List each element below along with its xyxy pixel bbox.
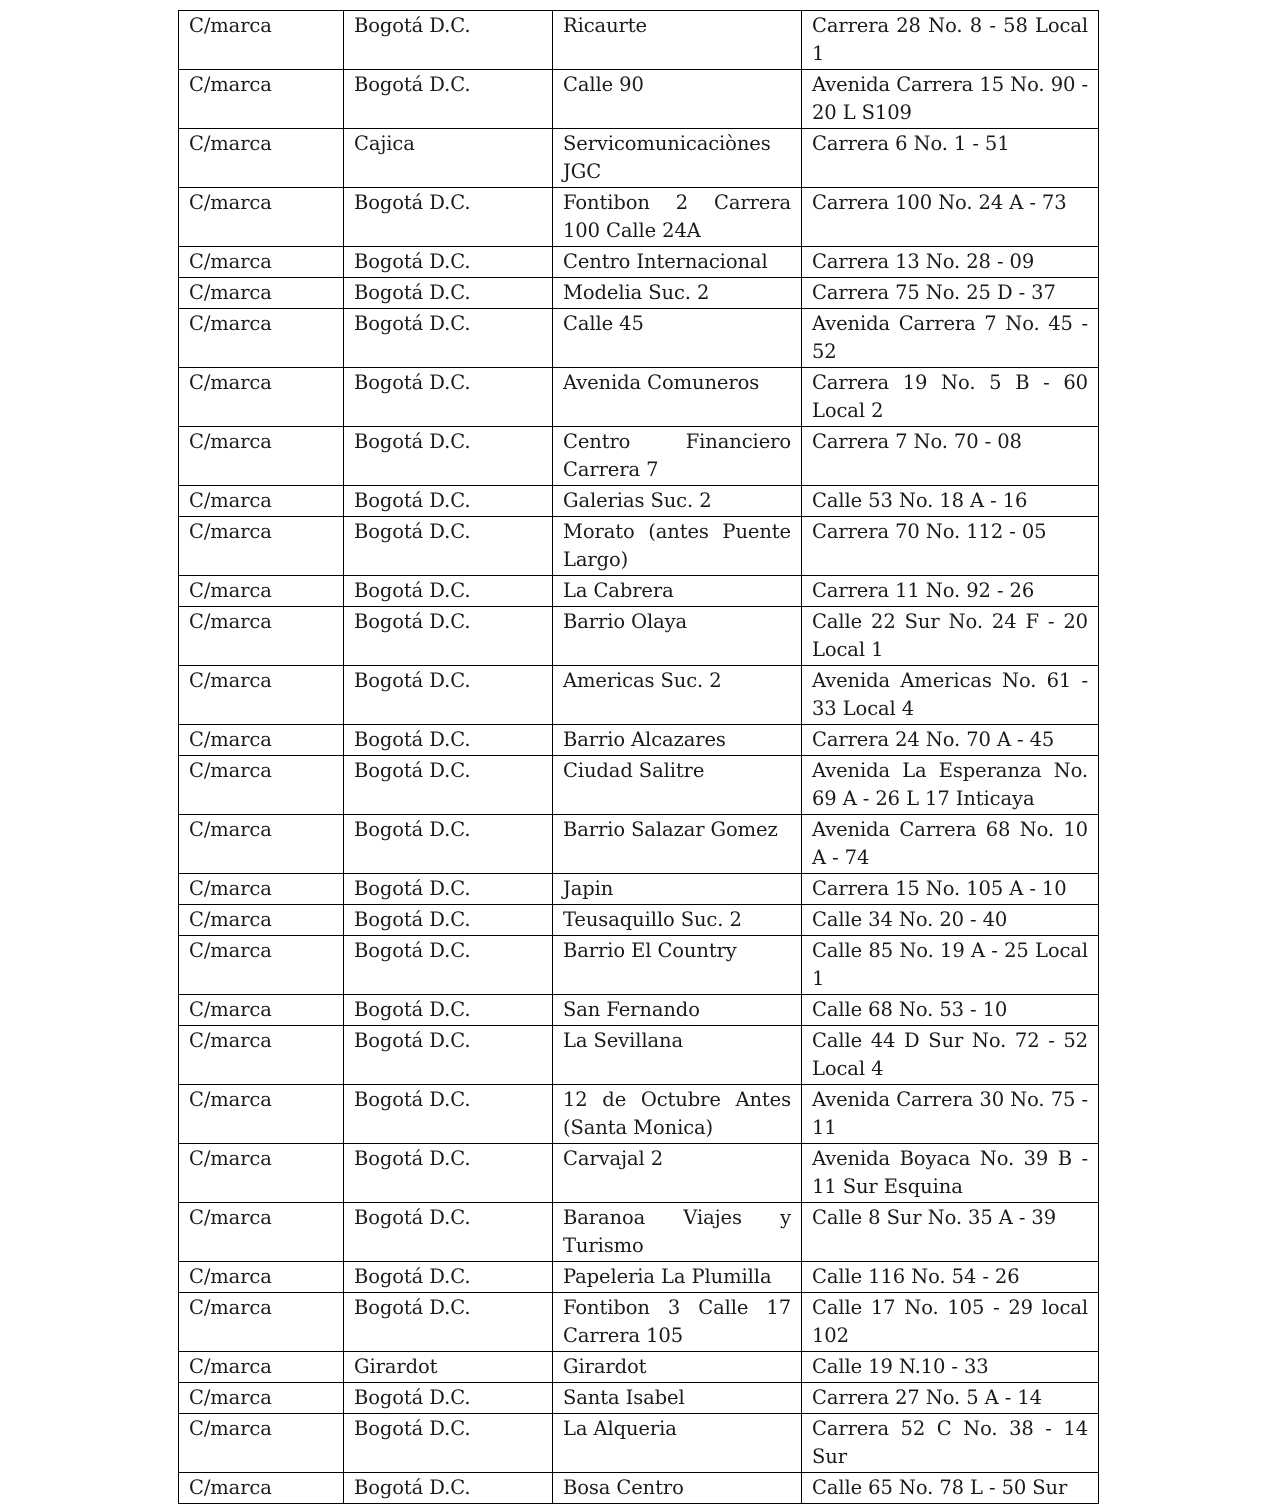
department-cell: C/marca <box>179 874 344 905</box>
department-cell: C/marca <box>179 607 344 666</box>
office-name-cell: Barrio Olaya <box>553 607 802 666</box>
city-cell: Bogotá D.C. <box>344 486 553 517</box>
office-name-cell: 12 de Octubre Antes (Santa Monica) <box>553 1085 802 1144</box>
department-cell: C/marca <box>179 486 344 517</box>
address-cell: Calle 85 No. 19 A - 25 Local 1 <box>802 936 1099 995</box>
city-cell: Bogotá D.C. <box>344 1383 553 1414</box>
city-cell: Bogotá D.C. <box>344 756 553 815</box>
office-name-cell: Girardot <box>553 1352 802 1383</box>
department-cell: C/marca <box>179 517 344 576</box>
department-cell: C/marca <box>179 725 344 756</box>
city-cell: Bogotá D.C. <box>344 666 553 725</box>
city-cell: Bogotá D.C. <box>344 1414 553 1473</box>
office-name-cell: Servicomunicaciònes JGC <box>553 129 802 188</box>
office-name-cell: Bosa Centro <box>553 1473 802 1504</box>
table-row <box>179 1473 1099 1504</box>
city-cell: Girardot <box>344 1352 553 1383</box>
city-cell: Bogotá D.C. <box>344 70 553 129</box>
office-name-cell: Morato (antes Puente Largo) <box>553 517 802 576</box>
department-cell: C/marca <box>179 905 344 936</box>
address-cell: Calle 53 No. 18 A - 16 <box>802 486 1099 517</box>
table-row <box>179 1262 1099 1293</box>
office-name-cell: Santa Isabel <box>553 1383 802 1414</box>
office-name-cell: Ricaurte <box>553 11 802 70</box>
office-name-cell: Calle 45 <box>553 309 802 368</box>
department-cell: C/marca <box>179 995 344 1026</box>
office-name-cell: Barrio Alcazares <box>553 725 802 756</box>
table-row <box>179 188 1099 247</box>
office-name-cell: San Fernando <box>553 995 802 1026</box>
address-cell: Calle 8 Sur No. 35 A - 39 <box>802 1203 1099 1262</box>
address-cell: Avenida Carrera 68 No. 10 A - 74 <box>802 815 1099 874</box>
department-cell: C/marca <box>179 936 344 995</box>
table-row <box>179 427 1099 486</box>
table-row <box>179 11 1099 70</box>
city-cell: Bogotá D.C. <box>344 427 553 486</box>
address-cell: Calle 17 No. 105 - 29 local 102 <box>802 1293 1099 1352</box>
office-name-cell: Galerias Suc. 2 <box>553 486 802 517</box>
table-row <box>179 129 1099 188</box>
office-name-cell: La Alqueria <box>553 1414 802 1473</box>
city-cell: Bogotá D.C. <box>344 936 553 995</box>
department-cell: C/marca <box>179 278 344 309</box>
department-cell: C/marca <box>179 1293 344 1352</box>
table-row <box>179 247 1099 278</box>
city-cell: Bogotá D.C. <box>344 1144 553 1203</box>
address-cell: Carrera 24 No. 70 A - 45 <box>802 725 1099 756</box>
office-name-cell: Centro Financiero Carrera 7 <box>553 427 802 486</box>
department-cell: C/marca <box>179 70 344 129</box>
city-cell: Cajica <box>344 129 553 188</box>
address-cell: Calle 34 No. 20 - 40 <box>802 905 1099 936</box>
address-cell: Carrera 6 No. 1 - 51 <box>802 129 1099 188</box>
table-row <box>179 1414 1099 1473</box>
address-cell: Avenida Carrera 15 No. 90 - 20 L S109 <box>802 70 1099 129</box>
city-cell: Bogotá D.C. <box>344 1085 553 1144</box>
city-cell: Bogotá D.C. <box>344 576 553 607</box>
address-cell: Carrera 7 No. 70 - 08 <box>802 427 1099 486</box>
table-row <box>179 995 1099 1026</box>
office-name-cell: Barrio Salazar Gomez <box>553 815 802 874</box>
table-row <box>179 756 1099 815</box>
city-cell: Bogotá D.C. <box>344 1262 553 1293</box>
department-cell: C/marca <box>179 1414 344 1473</box>
office-name-cell: Japin <box>553 874 802 905</box>
table-row <box>179 1203 1099 1262</box>
address-cell: Carrera 28 No. 8 - 58 Local 1 <box>802 11 1099 70</box>
address-cell: Calle 22 Sur No. 24 F - 20 Local 1 <box>802 607 1099 666</box>
address-cell: Calle 68 No. 53 - 10 <box>802 995 1099 1026</box>
address-cell: Carrera 13 No. 28 - 09 <box>802 247 1099 278</box>
office-name-cell: Calle 90 <box>553 70 802 129</box>
table-row <box>179 309 1099 368</box>
locations-table <box>178 10 1099 1504</box>
address-cell: Calle 116 No. 54 - 26 <box>802 1262 1099 1293</box>
address-cell: Carrera 70 No. 112 - 05 <box>802 517 1099 576</box>
table-row <box>179 905 1099 936</box>
office-name-cell: Teusaquillo Suc. 2 <box>553 905 802 936</box>
table-row <box>179 278 1099 309</box>
office-name-cell: Fontibon 2 Carrera 100 Calle 24A <box>553 188 802 247</box>
table-row <box>179 1352 1099 1383</box>
city-cell: Bogotá D.C. <box>344 1203 553 1262</box>
table-row <box>179 666 1099 725</box>
locations-table-body <box>179 11 1099 1504</box>
department-cell: C/marca <box>179 188 344 247</box>
city-cell: Bogotá D.C. <box>344 905 553 936</box>
address-cell: Carrera 19 No. 5 B - 60 Local 2 <box>802 368 1099 427</box>
address-cell: Calle 19 N.10 - 33 <box>802 1352 1099 1383</box>
table-row <box>179 576 1099 607</box>
table-row <box>179 815 1099 874</box>
city-cell: Bogotá D.C. <box>344 995 553 1026</box>
table-row <box>179 936 1099 995</box>
table-row <box>179 607 1099 666</box>
address-cell: Calle 44 D Sur No. 72 - 52 Local 4 <box>802 1026 1099 1085</box>
department-cell: C/marca <box>179 427 344 486</box>
table-row <box>179 874 1099 905</box>
city-cell: Bogotá D.C. <box>344 725 553 756</box>
table-row <box>179 1144 1099 1203</box>
office-name-cell: Baranoa Viajes y Turismo <box>553 1203 802 1262</box>
address-cell: Avenida La Esperanza No. 69 A - 26 L 17 Inticaya <box>802 756 1099 815</box>
department-cell: C/marca <box>179 368 344 427</box>
office-name-cell: Ciudad Salitre <box>553 756 802 815</box>
address-cell: Carrera 100 No. 24 A - 73 <box>802 188 1099 247</box>
city-cell: Bogotá D.C. <box>344 278 553 309</box>
office-name-cell: Centro Internacional <box>553 247 802 278</box>
city-cell: Bogotá D.C. <box>344 815 553 874</box>
city-cell: Bogotá D.C. <box>344 1473 553 1504</box>
city-cell: Bogotá D.C. <box>344 247 553 278</box>
department-cell: C/marca <box>179 129 344 188</box>
table-row <box>179 1085 1099 1144</box>
department-cell: C/marca <box>179 1473 344 1504</box>
address-cell: Avenida Carrera 7 No. 45 - 52 <box>802 309 1099 368</box>
department-cell: C/marca <box>179 1352 344 1383</box>
table-row <box>179 486 1099 517</box>
city-cell: Bogotá D.C. <box>344 607 553 666</box>
table-row <box>179 725 1099 756</box>
office-name-cell: Americas Suc. 2 <box>553 666 802 725</box>
address-cell: Carrera 52 C No. 38 - 14 Sur <box>802 1414 1099 1473</box>
office-name-cell: Barrio El Country <box>553 936 802 995</box>
office-name-cell: Carvajal 2 <box>553 1144 802 1203</box>
office-name-cell: Papeleria La Plumilla <box>553 1262 802 1293</box>
address-cell: Carrera 15 No. 105 A - 10 <box>802 874 1099 905</box>
city-cell: Bogotá D.C. <box>344 1293 553 1352</box>
address-cell: Avenida Carrera 30 No. 75 - 11 <box>802 1085 1099 1144</box>
address-cell: Avenida Boyaca No. 39 B - 11 Sur Esquina <box>802 1144 1099 1203</box>
office-name-cell: La Sevillana <box>553 1026 802 1085</box>
address-cell: Calle 65 No. 78 L - 50 Sur <box>802 1473 1099 1504</box>
department-cell: C/marca <box>179 756 344 815</box>
city-cell: Bogotá D.C. <box>344 1026 553 1085</box>
department-cell: C/marca <box>179 1262 344 1293</box>
city-cell: Bogotá D.C. <box>344 874 553 905</box>
address-cell: Carrera 11 No. 92 - 26 <box>802 576 1099 607</box>
department-cell: C/marca <box>179 309 344 368</box>
city-cell: Bogotá D.C. <box>344 368 553 427</box>
department-cell: C/marca <box>179 666 344 725</box>
department-cell: C/marca <box>179 1026 344 1085</box>
table-row <box>179 517 1099 576</box>
office-name-cell: La Cabrera <box>553 576 802 607</box>
address-cell: Avenida Americas No. 61 - 33 Local 4 <box>802 666 1099 725</box>
office-name-cell: Fontibon 3 Calle 17 Carrera 105 <box>553 1293 802 1352</box>
department-cell: C/marca <box>179 1085 344 1144</box>
office-name-cell: Modelia Suc. 2 <box>553 278 802 309</box>
department-cell: C/marca <box>179 247 344 278</box>
department-cell: C/marca <box>179 1144 344 1203</box>
address-cell: Carrera 27 No. 5 A - 14 <box>802 1383 1099 1414</box>
department-cell: C/marca <box>179 576 344 607</box>
city-cell: Bogotá D.C. <box>344 309 553 368</box>
city-cell: Bogotá D.C. <box>344 188 553 247</box>
department-cell: C/marca <box>179 11 344 70</box>
city-cell: Bogotá D.C. <box>344 11 553 70</box>
department-cell: C/marca <box>179 815 344 874</box>
table-row <box>179 1293 1099 1352</box>
department-cell: C/marca <box>179 1383 344 1414</box>
table-row <box>179 1026 1099 1085</box>
address-cell: Carrera 75 No. 25 D - 37 <box>802 278 1099 309</box>
table-row <box>179 368 1099 427</box>
city-cell: Bogotá D.C. <box>344 517 553 576</box>
table-row <box>179 70 1099 129</box>
office-name-cell: Avenida Comuneros <box>553 368 802 427</box>
table-row <box>179 1383 1099 1414</box>
department-cell: C/marca <box>179 1203 344 1262</box>
